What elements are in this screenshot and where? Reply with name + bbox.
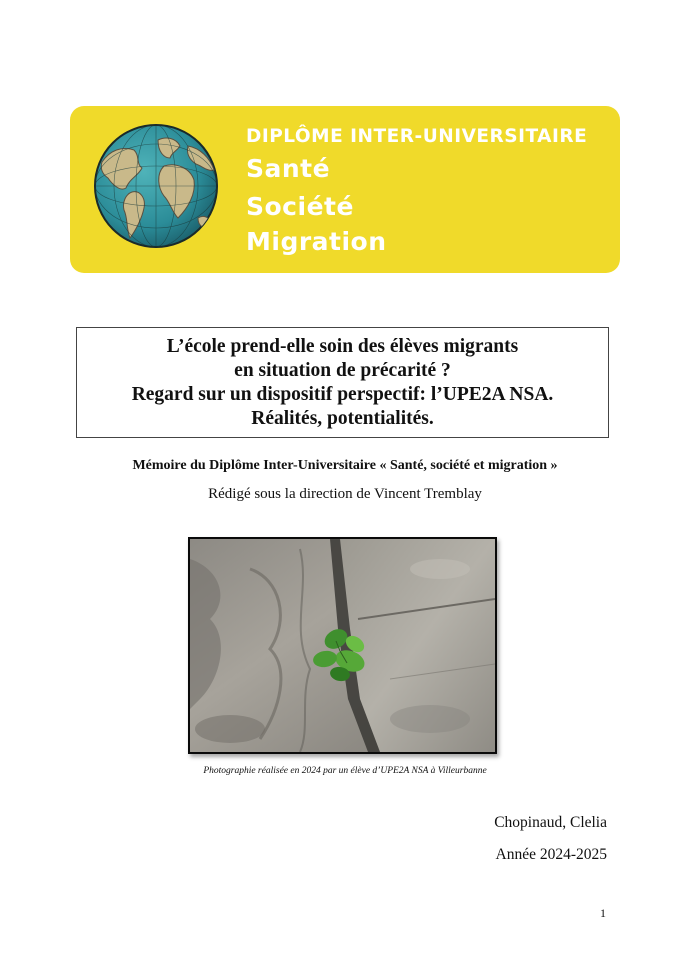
supervisor-line: Rédigé sous la direction de Vincent Tremblay xyxy=(208,486,482,502)
title-line-3: Regard sur un dispositif perspectif: l’UPE2A NSA. xyxy=(131,383,554,405)
diu-logo-banner xyxy=(70,106,620,273)
banner-program-label: DIPLÔME INTER-UNIVERSITAIRE xyxy=(246,126,588,147)
page-number: 1 xyxy=(600,906,606,920)
banner-word-societe: Société xyxy=(246,192,354,221)
academic-year: Année 2024-2025 xyxy=(495,846,607,863)
author-name: Chopinaud, Clelia xyxy=(494,814,607,831)
thesis-title-box xyxy=(76,327,609,438)
thesis-subtitle: Mémoire du Diplôme Inter-Universitaire « Santé, société et migration » xyxy=(132,458,558,473)
photo-caption: Photographie réalisée en 2024 par un élève d’UPE2A NSA à Villeurbanne xyxy=(203,766,487,776)
title-line-2: en situation de précarité ? xyxy=(234,359,451,381)
globe-icon xyxy=(92,122,220,250)
banner-word-sante: Santé xyxy=(246,154,331,183)
title-line-4: Réalités, potentialités. xyxy=(251,407,434,429)
banner-word-migration: Migration xyxy=(246,227,387,256)
title-line-1: L’école prend-elle soin des élèves migrants xyxy=(166,335,519,357)
cover-photo xyxy=(188,537,497,754)
